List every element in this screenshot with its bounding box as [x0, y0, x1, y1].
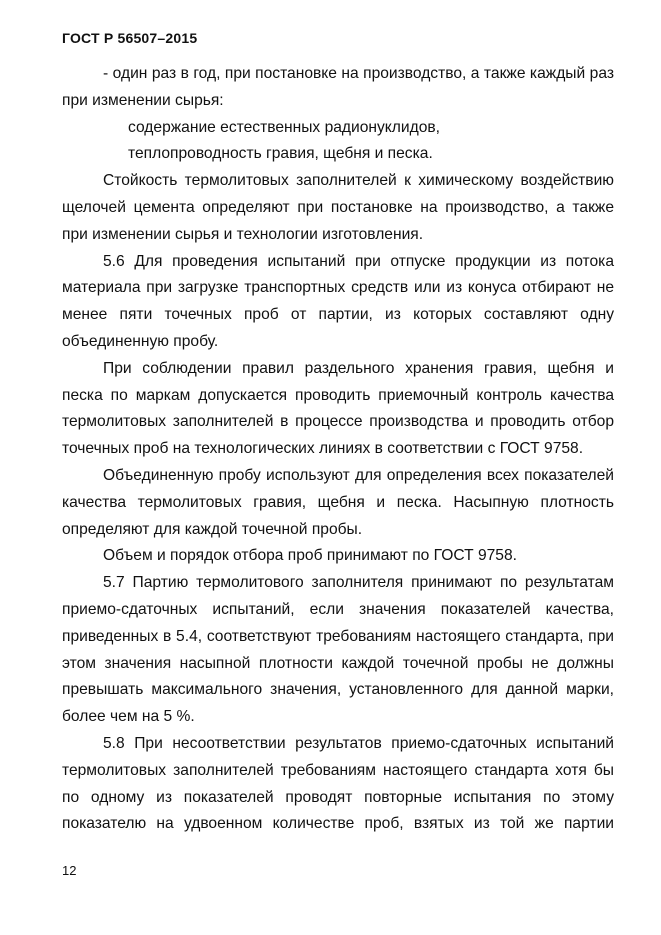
list-item-thermal-conductivity: теплопроводность гравия, щебня и песка. [128, 145, 433, 163]
paragraph-5-8: 5.8 При несоответствии результатов приемо-сдаточных испытаний термолитовых заполнителей требованиям настоящего стандарта хотя бы по одному из показателей проводят повторные испытания по этому показателю на удвоенном количестве проб, взятых из той же партии [62, 734, 614, 833]
document-body [62, 61, 614, 838]
document-header: ГОСТ Р 56507–2015 [62, 30, 198, 46]
paragraph-5-6: 5.6 Для проведения испытаний при отпуске продукции из потока материала при загрузке транспортных средств или из конуса отбирают не менее пяти точечных проб от партии, из которых составляют одну объединенную пробу. [62, 252, 614, 350]
paragraph-storage-control: При соблюдении правил раздельного хранения гравия, щебня и песка по маркам допускается проводить приемочный контроль качества термолитовых заполнителей в процессе производства и проводить отбор точечных проб на технологических линиях в соответствии с ГОСТ 9758. [62, 359, 614, 458]
list-item-radionuclides: содержание естественных радионуклидов, [128, 118, 440, 136]
page-number: 12 [62, 863, 77, 878]
paragraph-5-7: 5.7 Партию термолитового заполнителя принимают по результатам приемо-сдаточных испытаний, если значения показателей качества, приведенных в 5.4, соответствуют требованиям настоящего стандарта, при этом значения насыпной плотности каждой точечной пробы не должны превышать максимального значения, установленного для данной марки, более чем на 5 %. [62, 574, 614, 726]
paragraph-sampling-procedure: Объем и порядок отбора проб принимают по ГОСТ 9758. [103, 547, 517, 565]
paragraph-annual-testing: - один раз в год, при постановке на производство, а также каждый раз при изменении сырья: [62, 65, 614, 109]
paragraph-alkali-resistance: Стойкость термолитовых заполнителей к химическому воздействию щелочей цемента определяют при постановке на производство, а также при изменении сырья и технологии изготовления. [62, 172, 614, 243]
paragraph-combined-sample: Объединенную пробу используют для определения всех показателей качества термолитовых гравия, щебня и песка. Насыпную плотность определяют для каждой точечной пробы. [62, 466, 614, 538]
